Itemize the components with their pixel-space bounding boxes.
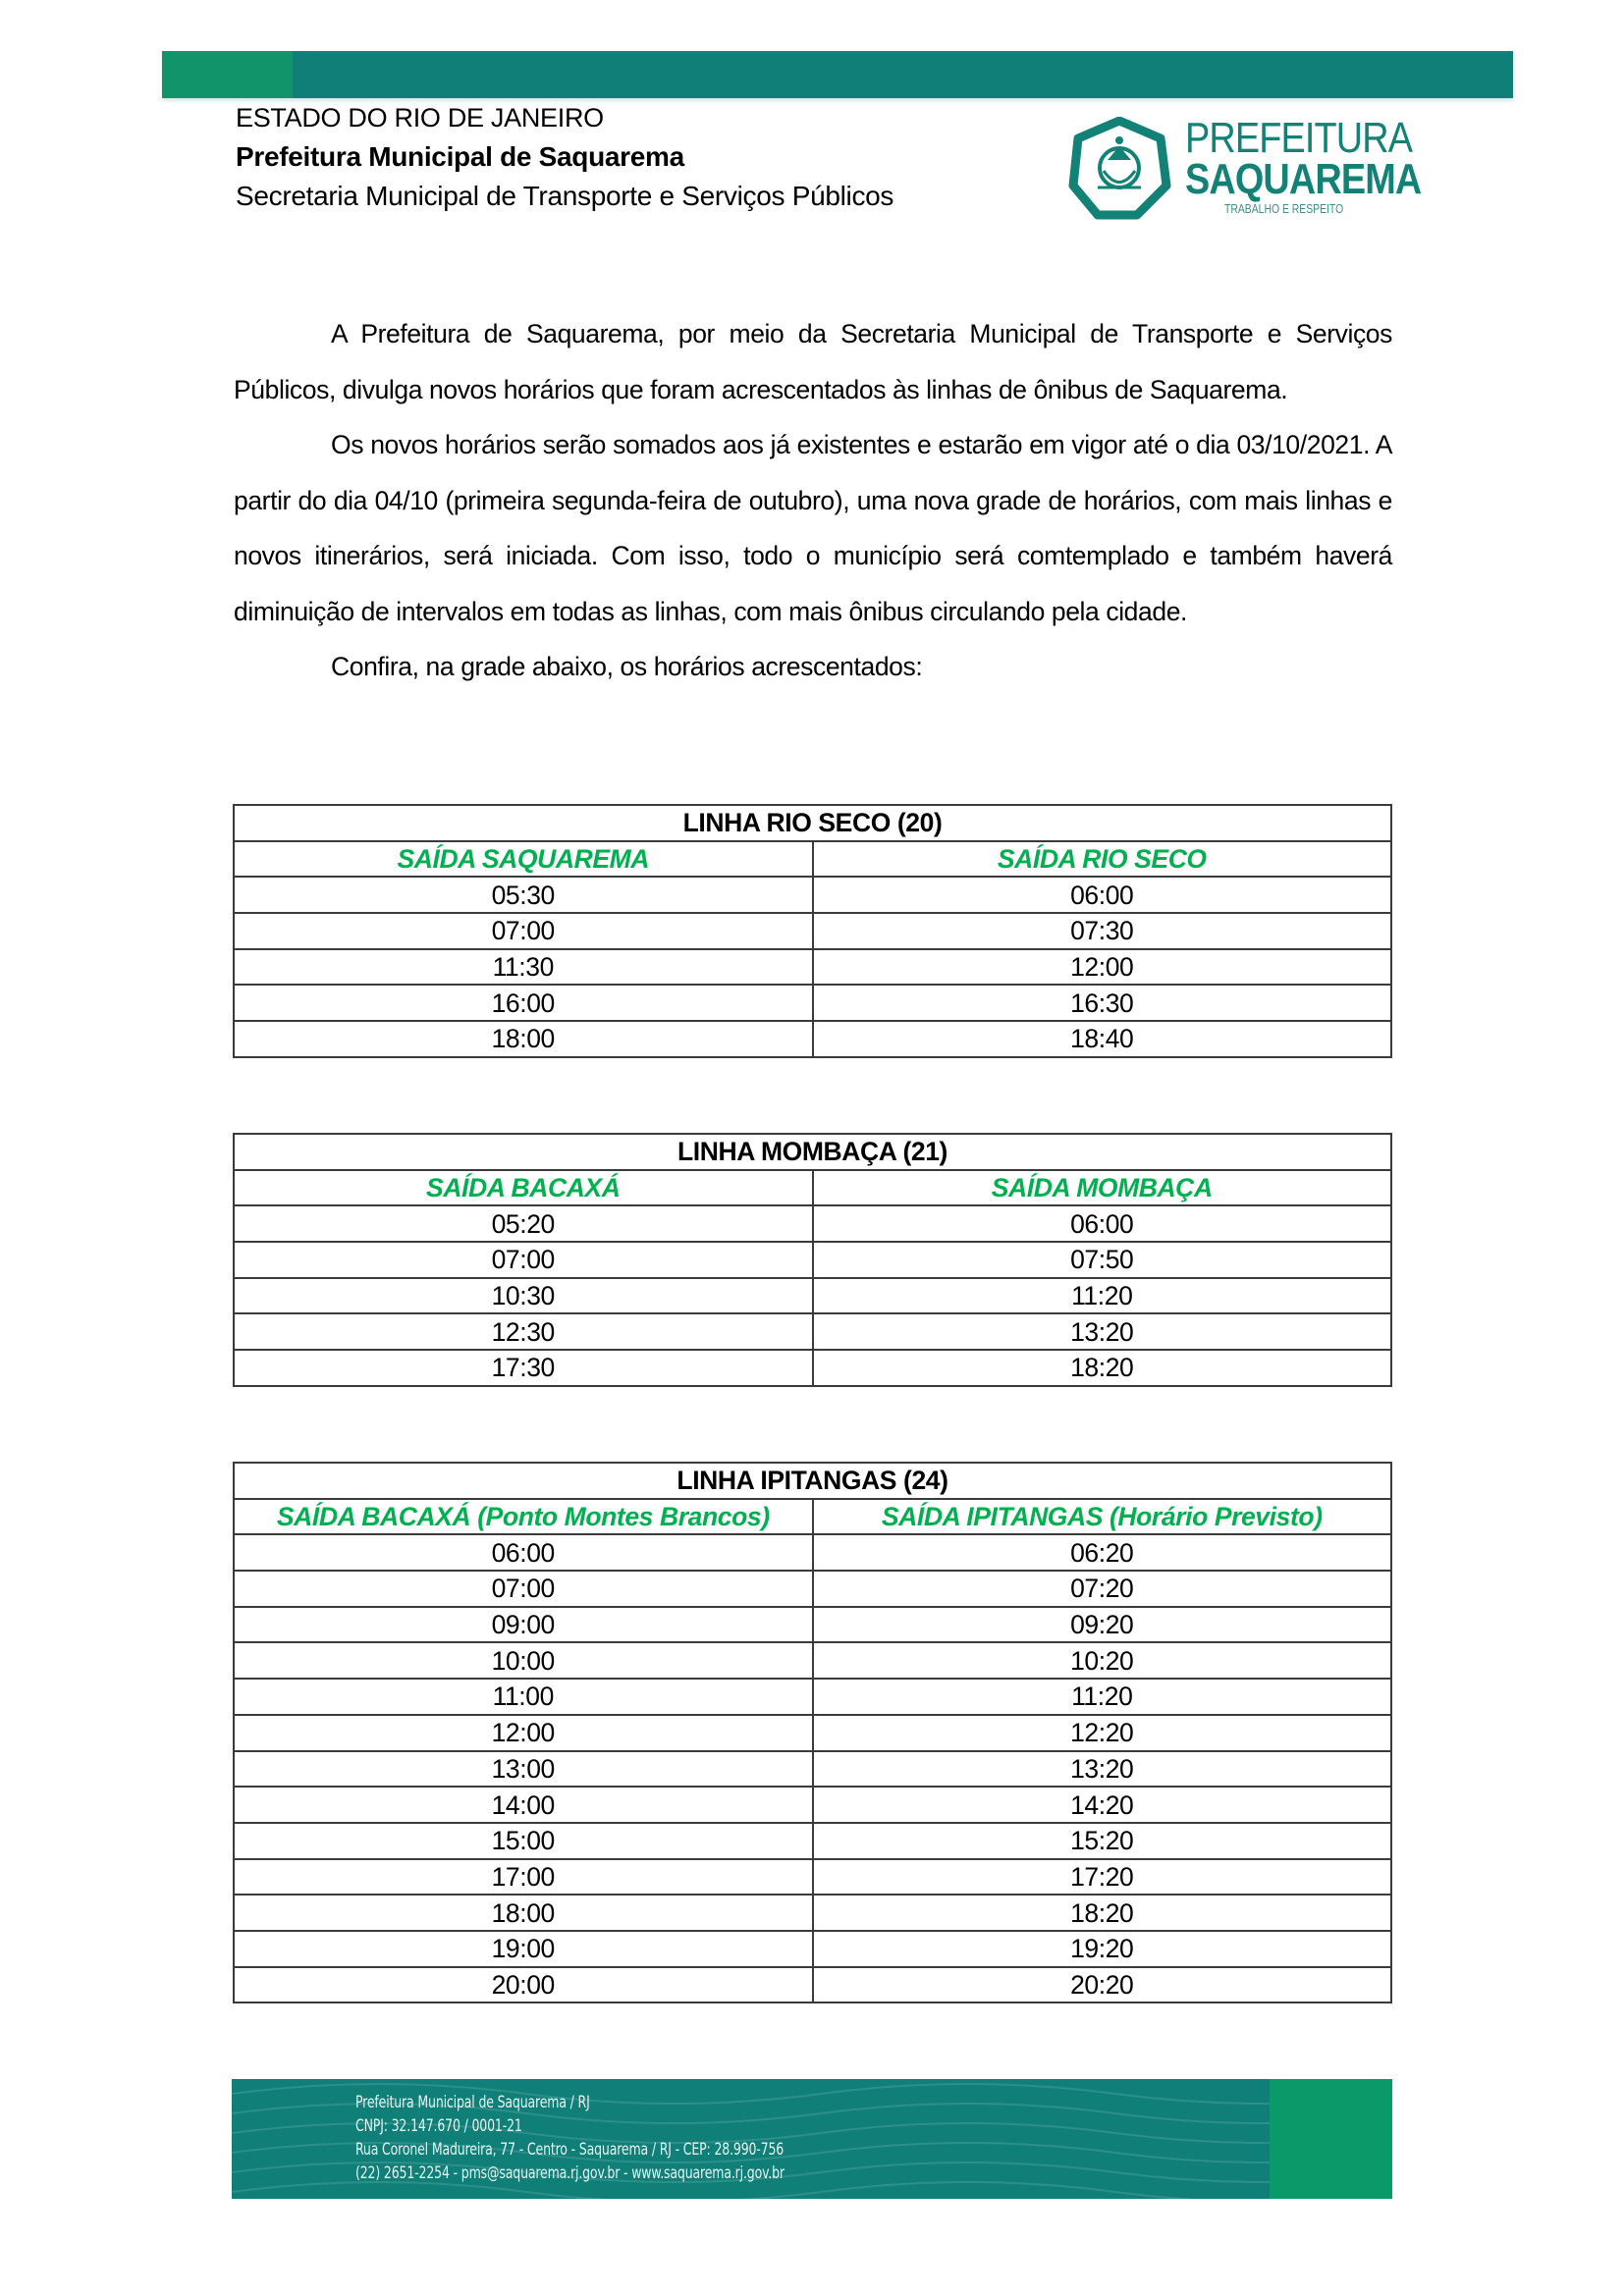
table-title: LINHA MOMBAÇA (21)	[234, 1134, 1391, 1170]
table-row	[234, 913, 1391, 949]
departure-time: 12:00	[813, 949, 1392, 986]
departure-time: 18:20	[813, 1350, 1392, 1386]
table-row	[234, 1895, 1391, 1931]
municipal-seal-icon	[1068, 117, 1171, 220]
table-row	[234, 1350, 1391, 1386]
footer-address: Rua Coronel Madureira, 77 - Centro - Saquarema / RJ - CEP: 28.990-756	[355, 2140, 785, 2160]
departure-time: 07:50	[813, 1242, 1392, 1278]
table-row	[234, 1642, 1391, 1679]
table-title: LINHA RIO SECO (20)	[234, 805, 1391, 841]
table-row	[234, 1021, 1391, 1057]
departure-time: 10:20	[813, 1642, 1392, 1679]
column-header: SAÍDA BACAXÁ	[234, 1170, 813, 1206]
departure-time: 13:20	[813, 1751, 1392, 1788]
departure-time: 13:20	[813, 1313, 1392, 1350]
table-row	[234, 985, 1391, 1021]
departure-time: 12:30	[234, 1313, 813, 1350]
footer-accent-block	[1270, 2079, 1392, 2199]
footer-contact-info	[355, 2091, 785, 2185]
column-header: SAÍDA MOMBAÇA	[813, 1170, 1392, 1206]
table-row	[234, 1715, 1391, 1751]
paragraph-intro: A Prefeitura de Saquarema, por meio da Secretaria Municipal de Transporte e Serviços Públicos, divulga novos horários que foram acrescentados às linhas de ônibus de Saquarema.	[234, 319, 1392, 404]
table-row	[234, 1571, 1391, 1607]
departure-time: 20:20	[813, 1967, 1392, 2003]
state-name: ESTADO DO RIO DE JANEIRO	[236, 103, 604, 133]
footer-cnpj: CNPJ: 32.147.670 / 0001-21	[355, 2116, 522, 2136]
departure-time: 16:00	[234, 985, 813, 1021]
table-row	[234, 1931, 1391, 1967]
logo-tagline: TRABALHO E RESPEITO	[1224, 201, 1344, 216]
departure-time: 05:20	[234, 1205, 813, 1242]
prefecture-name: Prefeitura Municipal de Saquarema	[236, 141, 684, 172]
departure-time: 12:00	[234, 1715, 813, 1751]
announcement-body	[234, 306, 1392, 695]
departure-time: 11:00	[234, 1679, 813, 1715]
paragraph-details: Os novos horários serão somados aos já existentes e estarão em vigor até o dia 03/10/2021. A partir do dia 04/10 (primeira segunda-feira de outubro), uma nova grade de horários, com mais linhas e novos itinerários, será iniciada. Com isso, todo o município será comtemplado e também haverá diminuição de intervalos em todas as linhas, com mais ônibus circulando pela cidade.	[234, 430, 1392, 626]
table-row	[234, 1607, 1391, 1643]
table-row	[234, 1967, 1391, 2003]
departure-time: 11:30	[234, 949, 813, 986]
column-header: SAÍDA IPITANGAS (Horário Previsto)	[813, 1499, 1392, 1535]
footer-contacts: (22) 2651-2254 - pms@saquarema.rj.gov.br - www.saquarema.rj.gov.br	[355, 2163, 785, 2183]
departure-time: 19:20	[813, 1931, 1392, 1967]
departure-time: 18:00	[234, 1021, 813, 1057]
departure-time: 07:00	[234, 1571, 813, 1607]
header-accent-block	[162, 51, 293, 98]
table-row	[234, 1787, 1391, 1823]
departure-time: 05:30	[234, 877, 813, 913]
secretariat-name: Secretaria Municipal de Transporte e Serviços Públicos	[236, 181, 894, 211]
departure-time: 18:40	[813, 1021, 1392, 1057]
departure-time: 20:00	[234, 1967, 813, 2003]
departure-time: 17:30	[234, 1350, 813, 1386]
table-row	[234, 877, 1391, 913]
table-row	[234, 1679, 1391, 1715]
column-header: SAÍDA SAQUAREMA	[234, 841, 813, 878]
departure-time: 06:00	[813, 877, 1392, 913]
departure-time: 14:20	[813, 1787, 1392, 1823]
departure-time: 12:20	[813, 1715, 1392, 1751]
departure-time: 07:30	[813, 913, 1392, 949]
logo-saquarema-text: SAQUAREMA	[1185, 155, 1422, 203]
departure-time: 10:30	[234, 1278, 813, 1314]
table-row	[234, 1534, 1391, 1571]
departure-time: 07:00	[234, 1242, 813, 1278]
departure-time: 06:00	[813, 1205, 1392, 1242]
prefeitura-logo	[1068, 114, 1422, 222]
departure-time: 15:20	[813, 1823, 1392, 1859]
letterhead	[236, 98, 893, 216]
column-header: SAÍDA BACAXÁ (Ponto Montes Brancos)	[234, 1499, 813, 1535]
schedule-table-rio-seco	[233, 804, 1392, 1058]
departure-time: 06:00	[234, 1534, 813, 1571]
table-row	[234, 1751, 1391, 1788]
departure-time: 17:00	[234, 1859, 813, 1896]
departure-time: 15:00	[234, 1823, 813, 1859]
departure-time: 18:20	[813, 1895, 1392, 1931]
departure-time: 16:30	[813, 985, 1392, 1021]
logo-prefeitura-text: PREFEITURA	[1185, 114, 1413, 162]
departure-time: 07:20	[813, 1571, 1392, 1607]
departure-time: 10:00	[234, 1642, 813, 1679]
paragraph-confira: Confira, na grade abaixo, os horários acrescentados:	[331, 652, 923, 681]
departure-time: 19:00	[234, 1931, 813, 1967]
departure-time: 14:00	[234, 1787, 813, 1823]
footer-banner	[232, 2079, 1392, 2199]
table-title: LINHA IPITANGAS (24)	[234, 1463, 1391, 1499]
departure-time: 09:20	[813, 1607, 1392, 1643]
departure-time: 09:00	[234, 1607, 813, 1643]
departure-time: 13:00	[234, 1751, 813, 1788]
departure-time: 07:00	[234, 913, 813, 949]
table-row	[234, 949, 1391, 986]
schedule-table-ipitangas	[233, 1462, 1392, 2003]
departure-time: 11:20	[813, 1679, 1392, 1715]
departure-time: 18:00	[234, 1895, 813, 1931]
table-row	[234, 1313, 1391, 1350]
table-row	[234, 1823, 1391, 1859]
table-row	[234, 1859, 1391, 1896]
table-row	[234, 1278, 1391, 1314]
header-color-bar	[162, 51, 1513, 98]
departure-time: 06:20	[813, 1534, 1392, 1571]
table-row	[234, 1205, 1391, 1242]
footer-org-name: Prefeitura Municipal de Saquarema / RJ	[355, 2093, 590, 2112]
schedule-table-mombaca	[233, 1133, 1392, 1387]
departure-time: 11:20	[813, 1278, 1392, 1314]
column-header: SAÍDA RIO SECO	[813, 841, 1392, 878]
table-row	[234, 1242, 1391, 1278]
departure-time: 17:20	[813, 1859, 1392, 1896]
